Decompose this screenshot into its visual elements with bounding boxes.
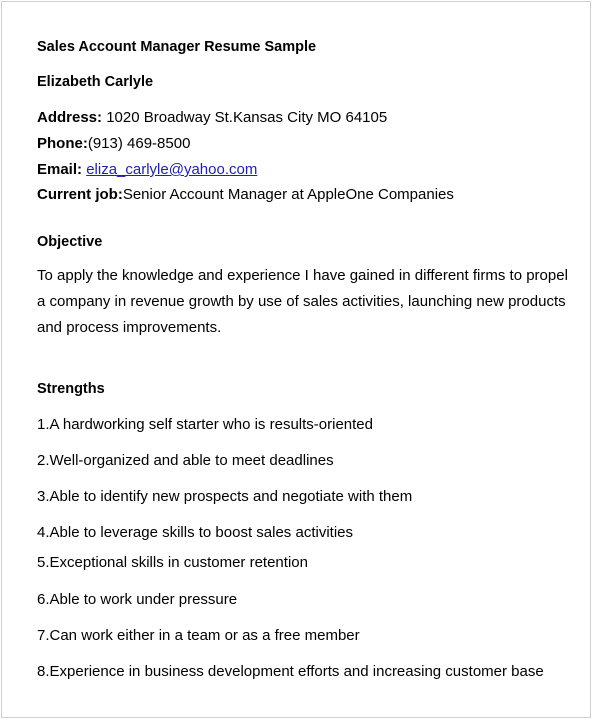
strength-item: 6.Able to work under pressure: [37, 591, 238, 608]
strength-item: 2.Well-organized and able to meet deadlines: [37, 452, 334, 469]
current-job-label: Current job:: [37, 186, 123, 203]
candidate-name: Elizabeth Carlyle: [37, 74, 154, 90]
objective-paragraph: [37, 263, 577, 341]
strength-item: 5.Exceptional skills in customer retention: [37, 554, 308, 571]
strength-item: 7.Can work either in a team or as a free member: [37, 627, 360, 644]
email-line: [37, 161, 257, 179]
phone-label: Phone:: [37, 135, 88, 152]
strength-item: 4.Able to leverage skills to boost sales activities: [37, 524, 353, 541]
document-page: [1, 1, 591, 718]
email-label: Email:: [37, 161, 83, 178]
current-job-value: Senior Account Manager at AppleOne Companies: [122, 186, 454, 203]
strength-item: 8.Experience in business development efforts and increasing customer base: [37, 663, 544, 680]
objective-line: a company in revenue growth by use of sales activities, launching new products: [37, 293, 566, 310]
strength-item: 1.A hardworking self starter who is results-oriented: [37, 416, 373, 433]
phone-value: (913) 469-8500: [87, 135, 191, 152]
strength-item: 3.Able to identify new prospects and negotiate with them: [37, 488, 413, 505]
address-line: [37, 109, 387, 127]
document-title: Sales Account Manager Resume Sample: [37, 39, 317, 55]
objective-heading: Objective: [37, 234, 103, 250]
phone-line: [37, 135, 190, 153]
strengths-heading: Strengths: [37, 381, 105, 397]
objective-line: To apply the knowledge and experience I have gained in different firms to propel: [37, 267, 568, 284]
email-link[interactable]: eliza_carlyle@yahoo.com: [86, 161, 258, 178]
objective-line: and process improvements.: [37, 319, 222, 336]
current-job-line: [37, 186, 454, 204]
address-label: Address:: [37, 109, 103, 126]
address-value: 1020 Broadway St.Kansas City MO 64105: [106, 109, 388, 126]
